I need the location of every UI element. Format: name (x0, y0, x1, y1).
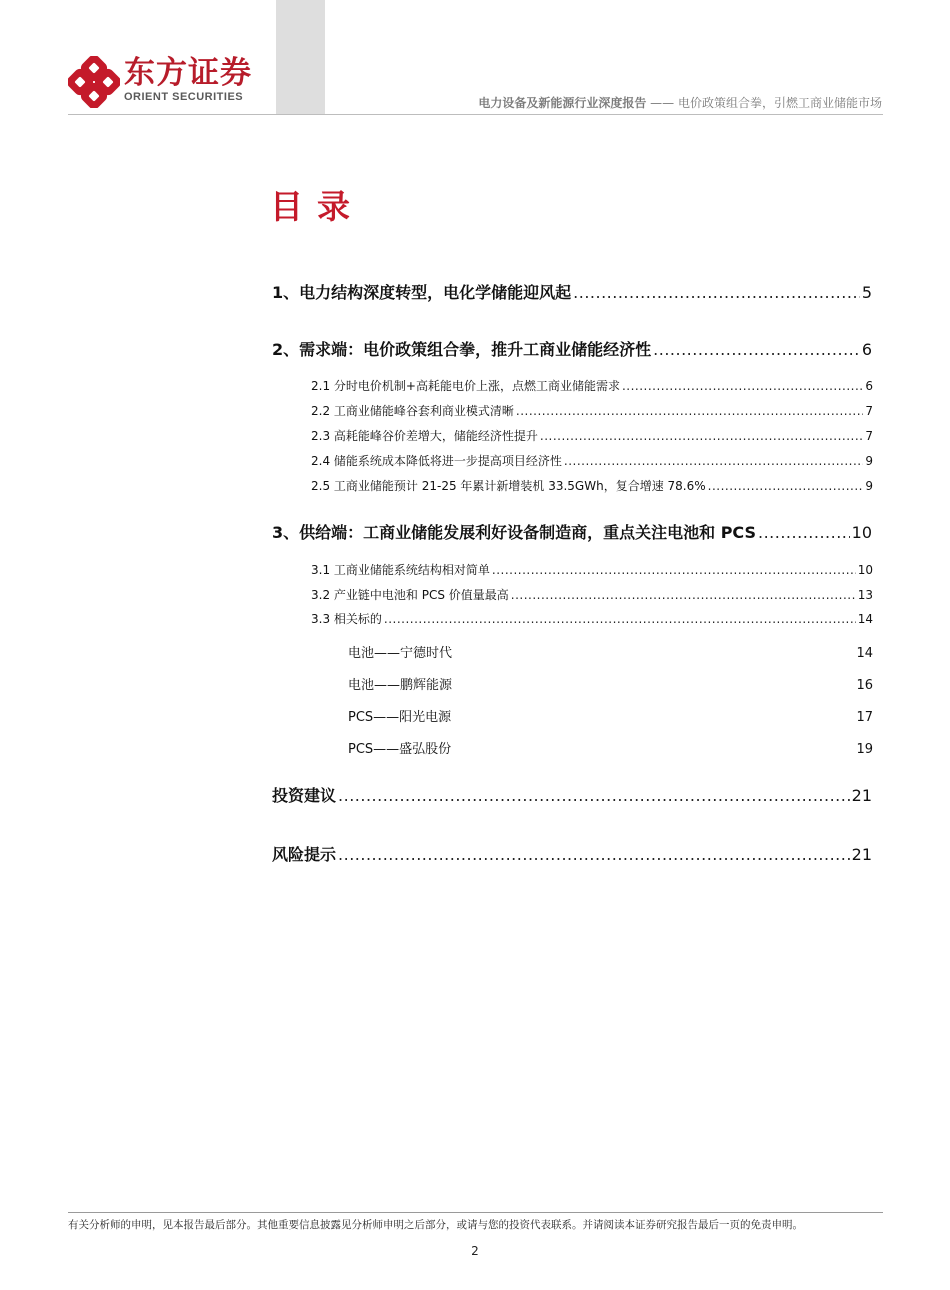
toc-entry-penghui[interactable] (348, 677, 873, 695)
toc-entry-label: 2.2 工商业储能峰谷套利商业模式清晰 (311, 404, 514, 418)
toc-entry-3[interactable] (272, 522, 872, 544)
logo-emblem-icon (68, 56, 120, 108)
toc-page-number: 10 (857, 563, 873, 577)
toc-page-number: 17 (856, 710, 873, 725)
toc-entry-label: 1、电力结构深度转型，电化学储能迎风起 (272, 283, 572, 302)
toc-leader-dots (653, 339, 860, 361)
footer-divider (68, 1212, 883, 1213)
toc-entry-3-2[interactable] (311, 586, 873, 604)
toc-entry-2-1[interactable] (311, 377, 873, 395)
toc-page-number: 9 (865, 479, 873, 493)
report-subtitle: —— 电价政策组合拳，引燃工商业储能市场 (646, 96, 882, 110)
toc-page-number: 5 (861, 283, 872, 302)
toc-entry-shenghong[interactable] (348, 741, 873, 759)
logo-chinese-name: 东方证券 (124, 55, 252, 91)
footer-disclaimer: 有关分析师的申明，见本报告最后部分。其他重要信息披露见分析师申明之后部分，或请与您的投资代表联系。并请阅读本证券研究报告最后一页的免责申明。 (68, 1219, 803, 1231)
toc-entry-label: 2.5 工商业储能预计 21-25 年累计新增装机 33.5GWh，复合增速 78.6% (311, 479, 706, 493)
toc-entry-3-3[interactable] (311, 610, 873, 628)
toc-title: 目录 (270, 187, 364, 226)
toc-entry-label: 2.3 高耗能峰谷价差增大，储能经济性提升 (311, 429, 538, 443)
toc-entry-label: 电池——宁德时代 (348, 646, 453, 661)
toc-page-number: 16 (856, 678, 873, 693)
report-category: 电力设备及新能源行业深度报告 (478, 96, 647, 110)
toc-entry-label: 3.2 产业链中电池和 PCS 价值量最高 (311, 588, 509, 602)
toc-leader-dots (338, 785, 850, 807)
toc-page-number: 21 (851, 786, 872, 805)
toc-leader-dots (540, 427, 863, 445)
toc-entry-label: 3.3 相关标的 (311, 612, 382, 626)
toc-entry-label: PCS——阳光电源 (348, 710, 452, 725)
toc-entry-2-3[interactable] (311, 427, 873, 445)
toc-page-number: 6 (865, 379, 873, 393)
toc-entry-label: 风险提示 (272, 845, 337, 864)
report-header (478, 95, 882, 111)
toc-leader-dots (384, 610, 856, 628)
toc-page-number: 7 (865, 429, 873, 443)
toc-entry-label: 3、供给端：工商业储能发展利好设备制造商，重点关注电池和 PCS (272, 523, 756, 542)
toc-entry-risk-warning[interactable] (272, 844, 872, 866)
toc-entry-3-1[interactable] (311, 561, 873, 579)
toc-leader-dots (516, 402, 863, 420)
toc-entry-sungrow[interactable] (348, 709, 873, 727)
toc-entry-label: 电池——鹏辉能源 (348, 678, 453, 693)
toc-entry-2-2[interactable] (311, 402, 873, 420)
toc-entry-2[interactable] (272, 339, 872, 361)
toc-entry-label: PCS——盛弘股份 (348, 742, 452, 757)
toc-entry-label: 3.1 工商业储能系统结构相对简单 (311, 563, 490, 577)
page-number: 2 (471, 1244, 479, 1258)
toc-page-number: 10 (851, 523, 872, 542)
toc-page-number: 13 (857, 588, 873, 602)
toc-entry-investment-advice[interactable] (272, 785, 872, 807)
toc-page-number: 14 (856, 646, 873, 661)
toc-leader-dots (708, 477, 864, 495)
toc-entry-label: 2.1 分时电价机制+高耗能电价上涨，点燃工商业储能需求 (311, 379, 620, 393)
toc-entry-catl[interactable] (348, 645, 873, 663)
toc-entry-label: 2.4 储能系统成本降低将进一步提高项目经济性 (311, 454, 562, 468)
toc-entry-label: 投资建议 (272, 786, 337, 805)
toc-leader-dots (758, 522, 850, 544)
toc-entry-1[interactable] (272, 282, 872, 304)
toc-leader-dots (338, 844, 850, 866)
toc-page-number: 6 (861, 340, 872, 359)
header-gray-band (276, 0, 325, 114)
toc-entry-2-5[interactable] (311, 477, 873, 495)
logo-english-name: ORIENT SECURITIES (124, 91, 244, 103)
toc-page-number: 14 (857, 612, 873, 626)
toc-entry-label: 2、需求端：电价政策组合拳，推升工商业储能经济性 (272, 340, 652, 359)
toc-page-number: 7 (865, 404, 873, 418)
header-divider (68, 114, 883, 115)
toc-leader-dots (573, 282, 860, 304)
toc-page-number: 21 (851, 845, 872, 864)
toc-leader-dots (622, 377, 863, 395)
toc-page-number: 19 (856, 742, 873, 757)
toc-leader-dots (492, 561, 856, 579)
toc-entry-2-4[interactable] (311, 452, 873, 470)
toc-leader-dots (564, 452, 863, 470)
toc-page-number: 9 (865, 454, 873, 468)
toc-leader-dots (511, 586, 856, 604)
